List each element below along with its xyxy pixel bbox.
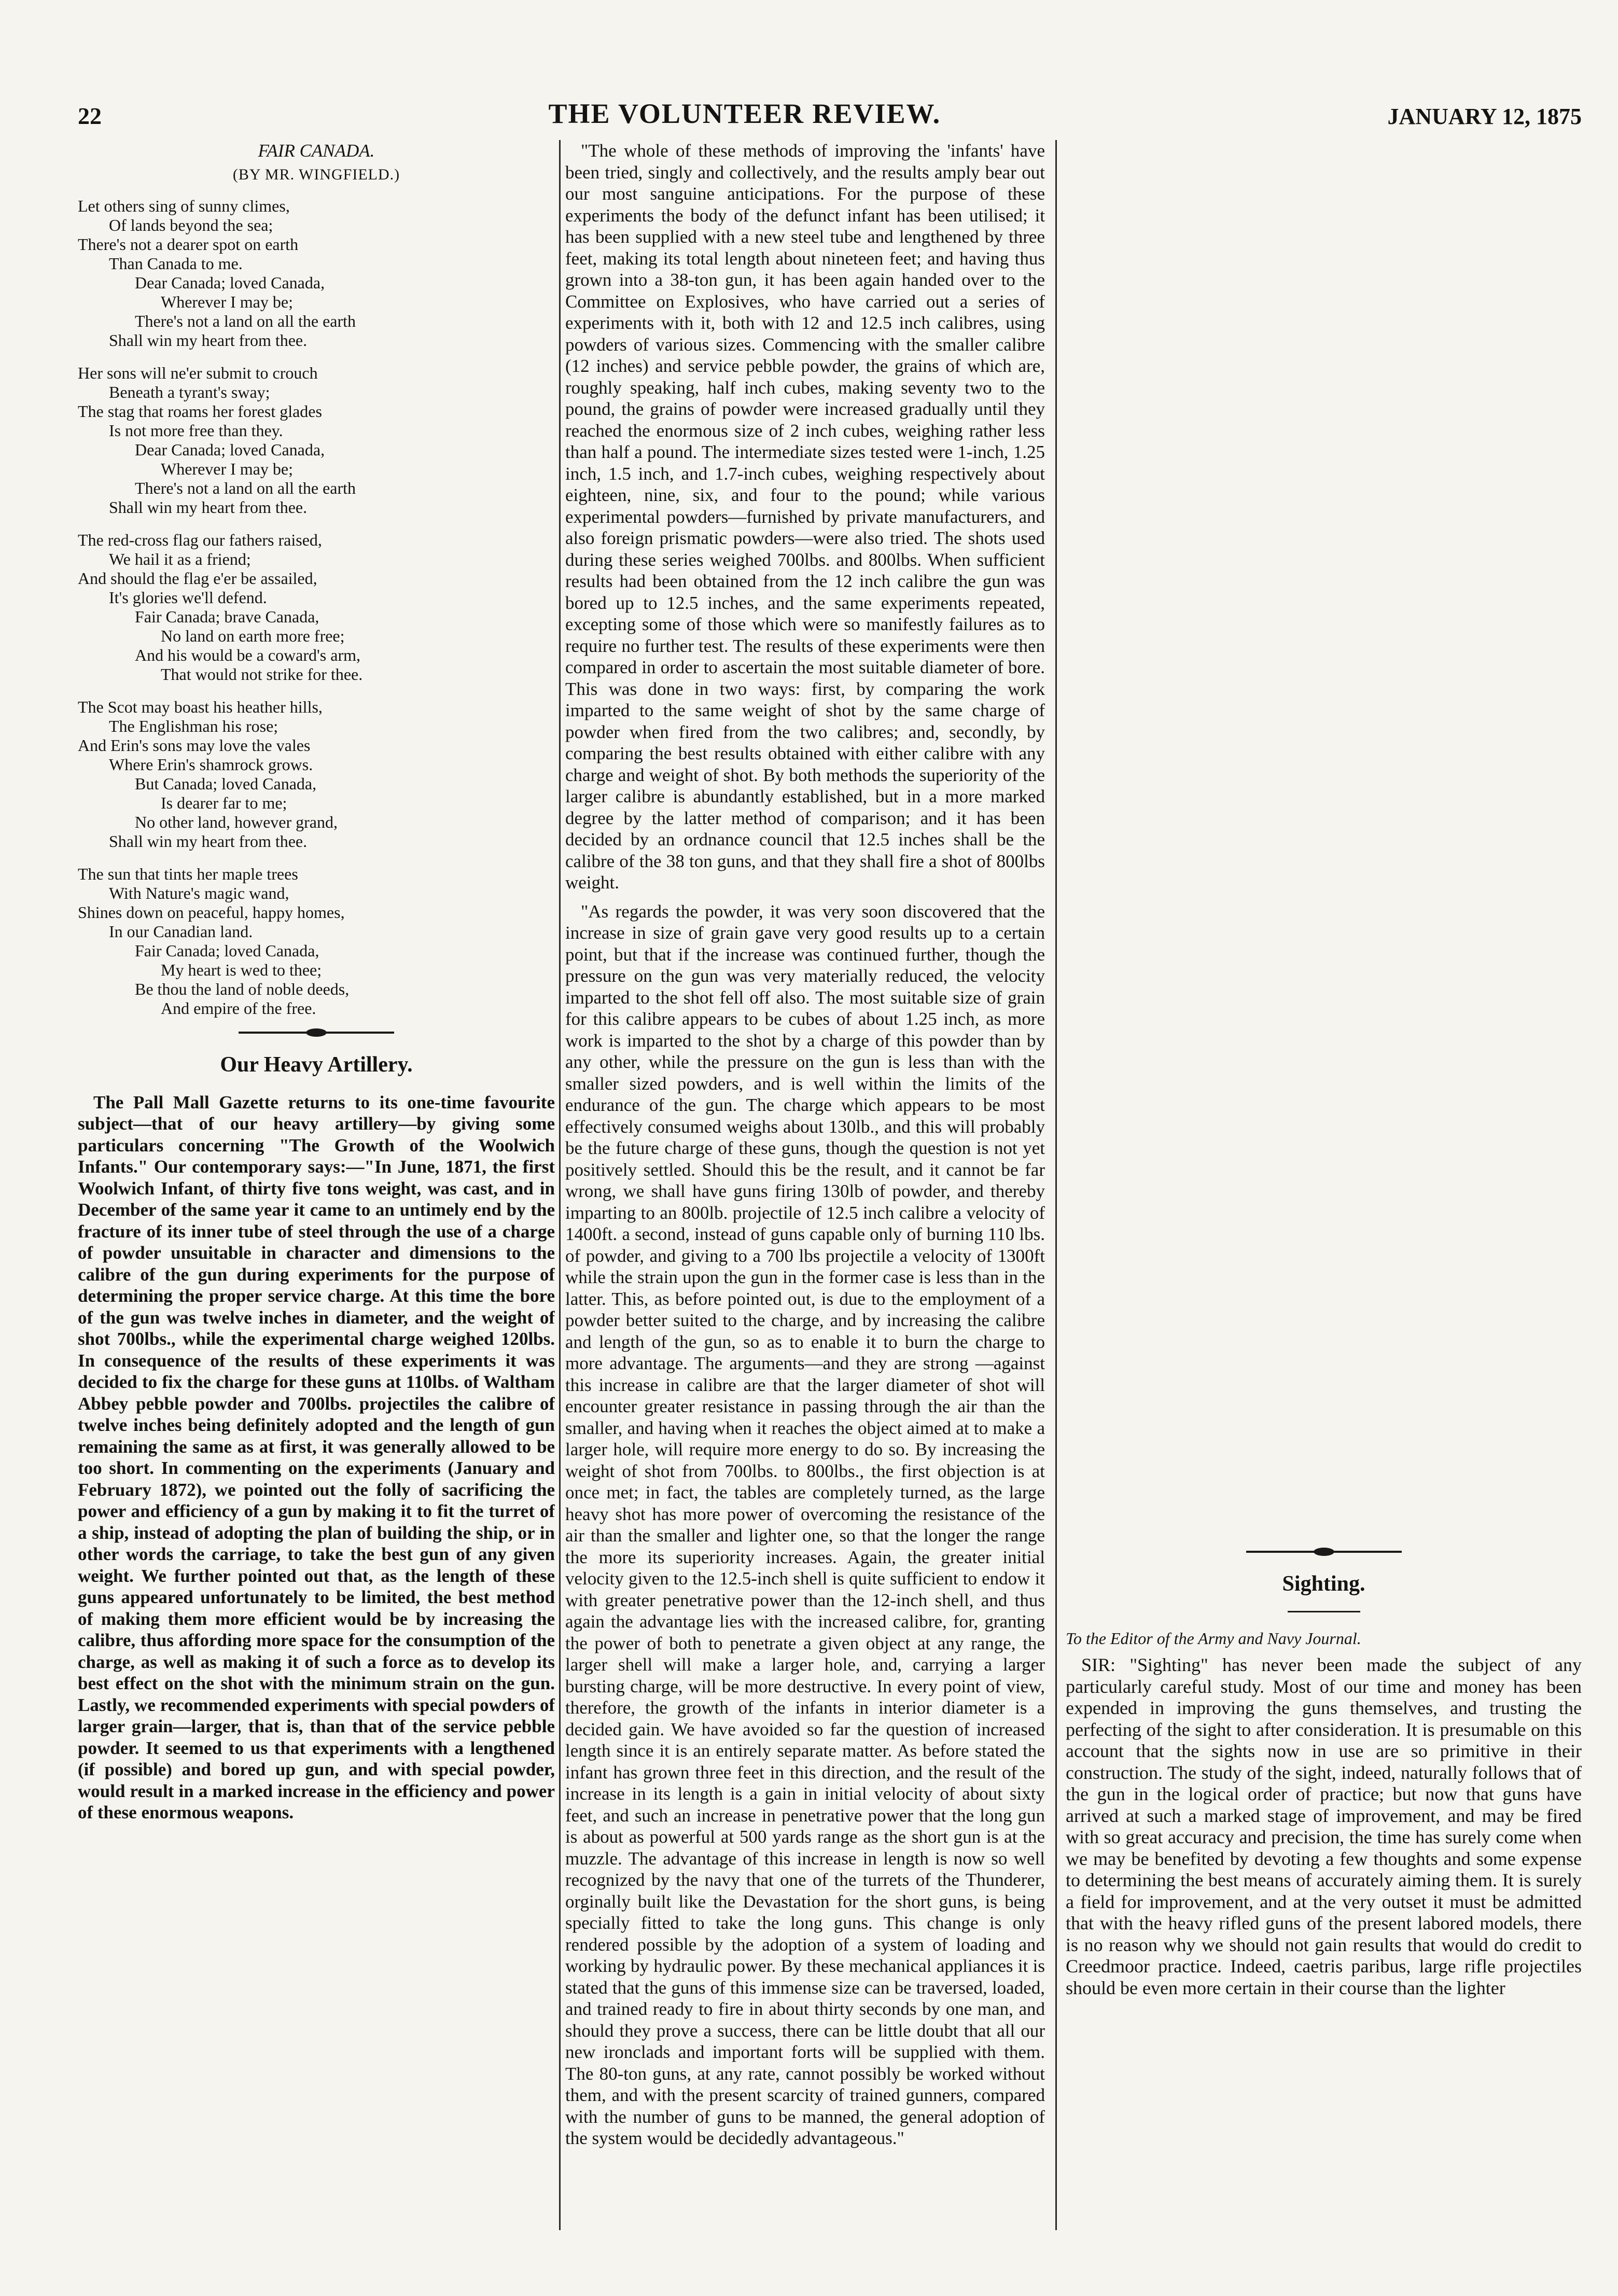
article-subtitle: To the Editor of the Army and Navy Journal. — [1066, 1629, 1361, 1648]
poem-line: There's not a land on all the earth — [135, 479, 356, 497]
column-1 — [78, 140, 555, 2235]
poem-line: That would not strike for thee. — [161, 665, 363, 684]
column-rule — [1055, 140, 1057, 2230]
poem-stanza — [78, 364, 555, 517]
poem-title: FAIR CANADA. — [258, 141, 375, 161]
poem-line: The Englishman his rose; — [109, 717, 278, 735]
poem-line: But Canada; loved Canada, — [135, 774, 317, 793]
poem-line: And his would be a coward's arm, — [135, 646, 360, 664]
poem-line: Dear Canada; loved Canada, — [135, 440, 325, 459]
poem-line: Shall win my heart from thee. — [109, 331, 308, 350]
poem-line: In our Canadian land. — [109, 922, 253, 941]
column-3 — [1066, 140, 1582, 2235]
section-divider — [1246, 1551, 1402, 1553]
article-paragraph: "The whole of these methods of improving the 'infants' have been tried, singly and collectively, and the results amply bear out our most sanguine anticipations. For the purpose of these experiments the body of the defunct infant has been utilised; it has been supplied with a new steel tube and lengthened by three feet, making its total length about nineteen feet; and having thus grown into a 38-ton gun, it has been again handed over to the Committee on Explosives, who have carried out a series of experiments with it, both with 12 and 12.5 inch calibres, using powders of various sizes. Commencing with the smaller calibre (12 inches) and service pebble powder, the grains of which are, roughly speaking, half inch cubes, making seventy two to the pound, the grains of powder were increased gradually until they reached the enormous size of 2 inch cubes, weighing rather less than half a pound. The intermediate sizes tested were 1-inch, 1.25 inch, 1.5 inch, and 1.7-inch cubes, weighing respectively about eighteen, nine, six, and four to the pound; while various experimental powders—furnished by private manufacturers, and also foreign prismatic powders—were also tried. The shots used during these series weighed 700lbs. and 800lbs. When sufficient results had been obtained from the 12 inch calibre the gun was bored up to 12.5 inches, and the same experiments repeated, excepting some of those which were so manifestly failures as to require no further test. The results of these experiments were then compared in order to ascertain the most suitable diameter of bore. This was done in two ways: first, by comparing the work imparted to the same weight of shot by the same charge of powder when fired from the two calibres; and, secondly, by comparing the best results obtained with either calibre with any charge and weight of shot. By both methods the superiority of the larger calibre is abundantly established, but in a more marked degree by the latter method of comparison; and it has been decided by an ordnance council that 12.5 inches shall be the calibre of the 38 ton guns, and that they shall fire a shot of 800lbs weight. — [565, 141, 1045, 893]
poem-line: Fair Canada; brave Canada, — [135, 607, 319, 626]
column-2 — [565, 140, 1045, 2235]
article-paragraph: The Pall Mall Gazette returns to its one-time favourite subject—that of our heavy artillery—by giving some particulars concerning "The Growth of the Woolwich Infants." Our contemporary says:—"In June, 1871, the first Woolwich Infant, of thirty five tons weight, was cast, and in December of the same year it came to an untimely end by the fracture of its inner tube of steel through the use of a charge of powder unsuitable in character and dimensions to the calibre of the gun during experiments for the purpose of determining the proper service charge. At this time the bore of the gun was twelve inches in diameter, and the weight of shot 700lbs., while the experimental charge weighed 120lbs. In consequence of the results of these experiments it was decided to fix the charge for these guns at 110lbs. of Waltham Abbey pebble powder and 700lbs. projectiles the calibre of twelve inches being definitely adopted and the length of gun remaining the same as at first, it was generally allowed to be too short. In commenting on the experiments (January and February 1872), we pointed out the folly of sacrificing the power and efficiency of a gun by making it to fit the turret of a ship, instead of adopting the plan of building the ship, or in other words the carriage, to take the best gun of any given weight. We further pointed out that, as the length of these guns appeared unfortunately to be limited, the best method of making them more efficient would be by increasing the calibre, thus affording more space for the consumption of the charge, as well as making it of such a force as to develop its best effect on the shot with the minimum strain on the gun. Lastly, we recommended experiments with special powders of larger grain—larger, that is, than that of the service pebble powder. It seemed to us that experiments with a lengthened (if possible) and bored up gun, and with special powder, would result in a marked increase in the efficiency and power of these enormous weapons. — [78, 1092, 555, 1822]
poem-line: Beneath a tyrant's sway; — [109, 383, 270, 401]
poem-line: Where Erin's shamrock grows. — [109, 755, 313, 774]
issue-date: JANUARY 12, 1875 — [1387, 104, 1582, 129]
article-paragraph: "As regards the powder, it was very soon discovered that the increase in size of grain gave very good results up to a certain point, but that if the increase was continued further, though the pressure on the gun was very materially reduced, the velocity imparted to the shot fell off also. The most suitable size of grain for this calibre appears to be cubes of about 1.25 inch, as more work is imparted to the shot by a charge of this powder than by any other, while the pressure on the gun is less than with the smaller sized powders, and is well within the limits of the endurance of the gun. The charge which appears to be most effectively consumed weighs about 130lb., and this will probably be the future charge of these guns, though the question is not yet positively settled. Should this be the result, and it cannot be far wrong, we shall have guns firing 130lb of powder, and thereby imparting to an 800lb. projectile of 12.5 inch calibre a velocity of 1400ft. a second, instead of guns capable only of burning 110 lbs. of powder, and giving to a 700 lbs projectile a velocity of 1300ft while the strain upon the gun in the former case is less than in the latter. This, as before pointed out, is due to the employment of a powder better suited to the charge, and by increasing the calibre and length of the gun, so as to enable it to burn the charge to more advantage. The arguments—and they are strong —against this increase in calibre are that the larger diameter of shot will encounter greater resistance in passing through the air than the smaller, and having when it reaches the object aimed at to make a larger hole, will require more energy to do so. By increasing the weight of shot from 700lbs. to 800lbs., the first objection is at once met; in fact, the tables are completely turned, as the large heavy shot has more power of overcoming the resistance of the air than the smaller and lighter one, so that the longer the range the more its superiority increases. Again, the greater initial velocity given to the 12.5-inch shell is quite sufficient to endow it with greater penetrative power than the 12-inch shell, and thus again the advantage lies with the increased calibre, for, granting the power of both to penetrate a given object at any range, the larger shell will make a larger hole, and, carrying a larger bursting charge, will be more destructive. In every point of view, therefore, the growth of the infants in interior diameter is a decided gain. We have avoided so far the question of increased length since it is an entirely separate matter. As before stated the infant has grown three feet in this direction, and the result of the increase in its length is a gain in initial velocity of about sixty feet, and such an increase in penetrative power that the long gun is about as powerful at 500 yards range as the short gun is at the muzzle. The advantage of this increase in length is now so well recognized by the navy that one of the turrets of the Thunderer, orginally built like the Devastation for the short guns, is being specially fitted to take the long guns. This change is only rendered possible by the adoption of a system of loading and working by hydraulic power. By these mechanical appliances it is stated that the guns of this immense size can be traversed, loaded, and trained ready to fire in about thirty seconds by one man, and should they prove a success, there can be little doubt that all our new ironclads and important forts will be supplied with them. The 80-ton guns, at any rate, cannot possibly be worked without them, and with the present scarcity of trained gunners, compared with the number of guns to be manned, the general adoption of the system would be decidedly advantageous." — [565, 901, 1045, 2148]
poem-line: And empire of the free. — [161, 999, 316, 1018]
poem-line: Than Canada to me. — [109, 254, 243, 273]
poem-line: Is dearer far to me; — [161, 794, 287, 812]
poem-stanza — [78, 531, 555, 684]
poem-line: The red-cross flag our fathers raised, — [78, 531, 322, 549]
masthead-title: THE VOLUNTEER REVIEW. — [548, 98, 941, 129]
page-header — [78, 83, 1582, 130]
poem-line: My heart is wed to thee; — [161, 961, 322, 979]
short-rule — [1288, 1611, 1360, 1612]
poem-line: Is not more free than they. — [109, 421, 283, 440]
poem-line: Shines down on peaceful, happy homes, — [78, 903, 345, 922]
column-rule — [559, 140, 561, 2230]
poem-line: It's glories we'll defend. — [109, 588, 267, 607]
poem-line: The sun that tints her maple trees — [78, 865, 298, 883]
poem-line: Fair Canada; loved Canada, — [135, 941, 319, 960]
article-heading: Sighting. — [1282, 1572, 1365, 1596]
poem-byline: (BY MR. WINGFIELD.) — [232, 165, 400, 183]
poem-line: Be thou the land of noble deeds, — [135, 980, 350, 998]
poem-stanza — [78, 197, 555, 350]
poem-line: No land on earth more free; — [161, 627, 345, 645]
poem-line: With Nature's magic wand, — [109, 884, 289, 902]
poem-line: Shall win my heart from thee. — [109, 498, 308, 517]
section-divider — [239, 1032, 394, 1034]
poem-line: No other land, however grand, — [135, 813, 338, 831]
poem-line: We hail it as a friend; — [109, 550, 251, 568]
poem-line: Dear Canada; loved Canada, — [135, 273, 325, 292]
poem-line: Her sons will ne'er submit to crouch — [78, 364, 318, 382]
poem-stanza — [78, 865, 555, 1018]
article-heading: Our Heavy Artillery. — [220, 1053, 413, 1077]
poem-line: There's not a dearer spot on earth — [78, 235, 299, 254]
poem-line: And should the flag e'er be assailed, — [78, 569, 317, 588]
poem-line: And Erin's sons may love the vales — [78, 736, 311, 755]
poem-line: Shall win my heart from thee. — [109, 832, 308, 851]
page-number: 22 — [78, 103, 102, 129]
poem-line: Let others sing of sunny climes, — [78, 197, 290, 215]
poem-line: There's not a land on all the earth — [135, 312, 356, 330]
poem-line: Of lands beyond the sea; — [109, 216, 273, 234]
poem-line: Wherever I may be; — [161, 293, 293, 311]
poem-line: The stag that roams her forest glades — [78, 402, 322, 421]
poem-line: Wherever I may be; — [161, 460, 293, 478]
article-paragraph: SIR: "Sighting" has never been made the subject of any particularly careful study. Most of our time and money has been expended in improving the guns themselves, and trusting the perfecting of the sight to after consideration. It is presumable on this account that the sights now in use are so primitive in their construction. The study of the sight, indeed, naturally follows that of the gun in the logical order of practice; but now that guns have arrived at such a marked stage of improvement, and may be fired with so great accuracy and precision, the time has surely come when we may be benefited by devoting a few thoughts and some expense to determining the best means of accurately aiming them. It is surely a field for improvement, and at the very outset it must be admitted that with the heavy rifled guns of the present labored models, there is no reason why we should not gain results that would do credit to Creedmoor practice. Indeed, caetris paribus, large rifle projectiles should be even more certain in their course than the lighter — [1066, 1654, 1582, 1998]
poem-line: The Scot may boast his heather hills, — [78, 698, 323, 716]
poem-stanza — [78, 698, 555, 851]
